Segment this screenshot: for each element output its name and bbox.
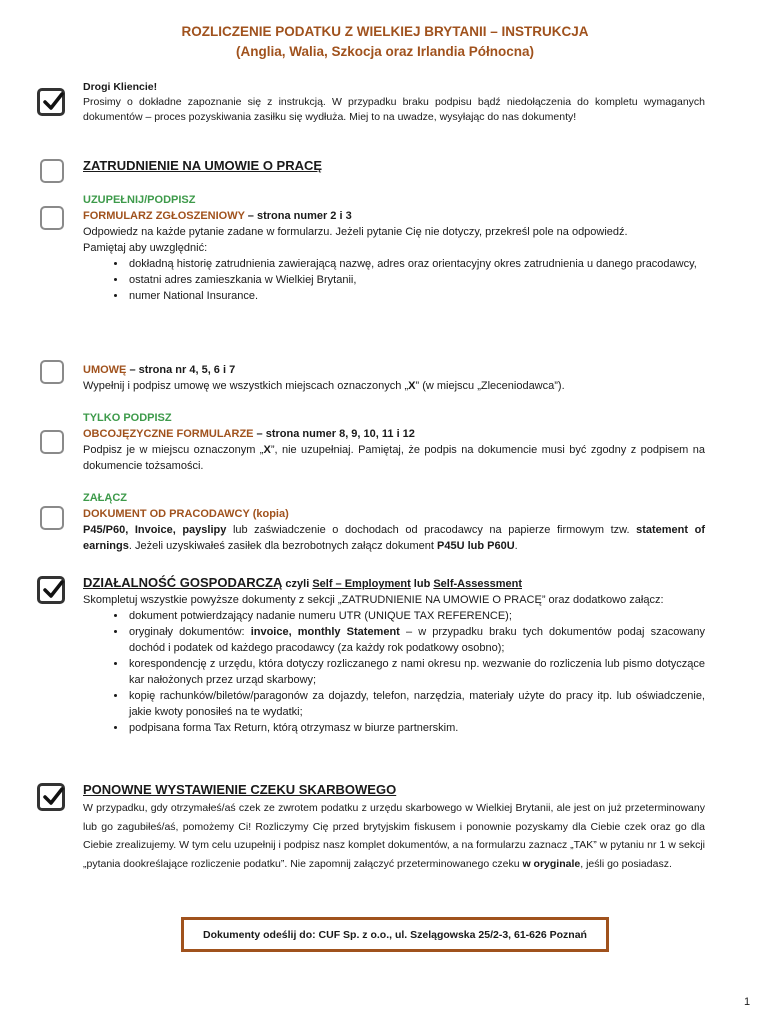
list-item: • podpisana forma Tax Return, którą otrzymasz w biurze partnerskim.: [127, 720, 705, 736]
foreign-pages: – strona numer 8, 9, 10, 11 i 12: [253, 428, 415, 440]
return-address: Dokumenty odeślij do: CUF Sp. z o.o., ul. Szelągowska 25/2-3, 61-626 Poznań: [203, 928, 587, 941]
self-employment-section: [83, 575, 705, 736]
attach-docs: P45/P60, Invoice, payslipy: [83, 524, 227, 536]
return-address-box: [181, 917, 609, 952]
checkmark-icon: [42, 786, 64, 808]
checkmark-icon: [42, 579, 64, 601]
foreign-forms-checkbox[interactable]: [40, 430, 64, 454]
heading-self-employment: Self – Employment: [312, 578, 411, 590]
employment-heading: ZATRUDNIENIE NA UMOWIE O PRACĘ: [83, 158, 323, 173]
document-subtitle: (Anglia, Walia, Szkocja oraz Irlandia Północna): [235, 44, 535, 59]
reissue-text: W przypadku, gdy otrzymałeś/aś czek ze zwrotem podatku z urzędu skarbowego w Wielkiej Brytanii, ale jest on już przeterminowany lub go zagubiłeś/aś, pomożemy Ci! Rozliczymy Cię przed brytyjskim fiskusem i ponownie pozyskamy dla Ciebie czek oraz go dla Ciebie zrealizujemy. W tym celu uzupełnij i podpisz nasz komplet dokumentów, a na formularzu zaznacz „TAK” w pytaniu nr 1 w sekcji „pytania dookreślające rozliczenie podatku”. Nie zapomnij załączyć przeterminowanego czeku: [83, 802, 705, 870]
attach-action-label: ZAŁĄCZ: [83, 492, 127, 504]
page-number: 1: [744, 996, 751, 1008]
attach-name: DOKUMENT OD PRACODAWCY (kopia): [83, 508, 289, 520]
intro-greeting: Drogi Kliencie!: [83, 81, 158, 93]
heading-or: lub: [410, 578, 434, 590]
employment-checkbox[interactable]: [40, 159, 64, 183]
document-title: ROZLICZENIE PODATKU Z WIELKIEJ BRYTANII – INSTRUKCJA: [181, 24, 589, 39]
attach-section: [83, 490, 705, 554]
list-item: [127, 624, 705, 656]
list-item: • dokładną historię zatrudnienia zawierającą nazwę, adres oraz orientacyjny okres zatrudnienia u danego pracodawcy,: [127, 256, 705, 272]
contract-pages: – strona nr 4, 5, 6 i 7: [126, 364, 236, 376]
foreign-action-label: TYLKO PODPISZ: [83, 412, 172, 424]
reissue-bold: w oryginale: [522, 857, 581, 870]
self-employment-list: [83, 608, 705, 736]
form-pages: – strona numer 2 i 3: [244, 210, 352, 222]
intro-text: Prosimy o dokładne zapoznanie się z instrukcją. W przypadku braku podpisu bądź niedołączenia do kompletu wymaganych dokumentów – proces pozyskiwania zasiłku się wydłuża. Miej to na uwadze, wysyłając do nas dokumenty!: [83, 96, 705, 123]
contract-text-end: ” (w miejscu „Zleceniodawca”).: [415, 380, 565, 392]
attach-docs-2: statement of earnings: [83, 524, 705, 552]
self-employment-text: Skompletuj wszystkie powyższe dokumenty z sekcji „ZATRUDNIENIE NA UMOWIE O PRACĘ” oraz dodatkowo załącz:: [83, 594, 664, 606]
list-item: • ostatni adres zamieszkania w Wielkiej Brytanii,: [127, 272, 705, 288]
intro-checkbox[interactable]: [37, 88, 65, 116]
self-employment-heading: DZIAŁALNOŚĆ GOSPODARCZĄ: [83, 575, 283, 590]
foreign-forms-section: [83, 410, 705, 474]
list-item: • dokument potwierdzający nadanie numeru UTR (UNIQUE TAX REFERENCE);: [127, 608, 705, 624]
reissue-text-end: , jeśli go posiadasz.: [580, 857, 672, 870]
form-action-label: UZUPEŁNIJ/PODPISZ: [83, 194, 196, 206]
signature-mark: X: [408, 380, 416, 392]
attach-checkbox[interactable]: [40, 506, 64, 530]
contract-checkbox[interactable]: [40, 360, 64, 384]
reissue-heading: PONOWNE WYSTAWIENIE CZEKU SKARBOWEGO: [83, 782, 397, 797]
foreign-text: Podpisz je w miejscu oznaczonym „: [83, 444, 264, 456]
form-text: Odpowiedz na każde pytanie zadane w formularzu. Jeżeli pytanie Cię nie dotyczy, przekreśl pole na odpowiedź.: [83, 226, 628, 238]
reissue-section: [83, 782, 705, 873]
form-section: [83, 192, 705, 304]
attach-text-2: . Jeżeli uzyskiwałeś zasiłek dla bezrobotnych załącz dokument: [128, 540, 438, 552]
reissue-checkbox[interactable]: [37, 783, 65, 811]
foreign-text-end: ”, nie uzupełniaj. Pamiętaj, że podpis na dokumencie musi być zgodny z podpisem na dokumencie tożsamości.: [83, 444, 705, 472]
contract-section: [83, 362, 705, 394]
bullet-text: oryginały dokumentów:: [129, 626, 251, 638]
form-bullet-list: [83, 256, 705, 304]
list-item: • korespondencję z urzędu, która dotyczy rozliczanego z nami okresu np. wezwanie do rozliczenia lub pismo dotyczące kar nałożonych przez urząd skarbowy;: [127, 656, 705, 688]
foreign-name: OBCOJĘZYCZNE FORMULARZE: [83, 428, 254, 440]
attach-docs-3: P45U lub P60U: [437, 540, 515, 552]
bullet-bold: invoice, monthly Statement: [250, 626, 400, 638]
contract-name: UMOWĘ: [83, 364, 127, 376]
form-name: FORMULARZ ZGŁOSZENIOWY: [83, 210, 245, 222]
self-employment-checkbox[interactable]: [37, 576, 65, 604]
heading-self-assessment: Self-Assessment: [433, 578, 522, 590]
list-item: • numer National Insurance.: [127, 288, 705, 304]
signature-mark: X: [263, 444, 271, 456]
form-checkbox[interactable]: [40, 206, 64, 230]
attach-text: lub zaświadczenie o dochodach od pracodawcy na papierze firmowym tzw.: [226, 524, 637, 536]
contract-text: Wypełnij i podpisz umowę we wszystkich miejscach oznaczonych „: [83, 380, 409, 392]
checkmark-icon: [42, 91, 64, 113]
heading-connector: czyli: [282, 578, 313, 590]
attach-end: .: [514, 540, 518, 552]
form-remember: Pamiętaj aby uwzględnić:: [83, 242, 208, 254]
list-item: • kopię rachunków/biletów/paragonów za dojazdy, telefon, narzędzia, materiały użyte do pracy itp. lub oświadczenie, jakie kwoty ponosiłeś na te wydatki;: [127, 688, 705, 720]
bullet-text-end: – w przypadku braku tych dokumentów podaj szacowany dochód i podatek od każdego pracodawcy (za każdy rok podatkowy osobno);: [129, 626, 705, 654]
intro-section: [83, 80, 705, 125]
